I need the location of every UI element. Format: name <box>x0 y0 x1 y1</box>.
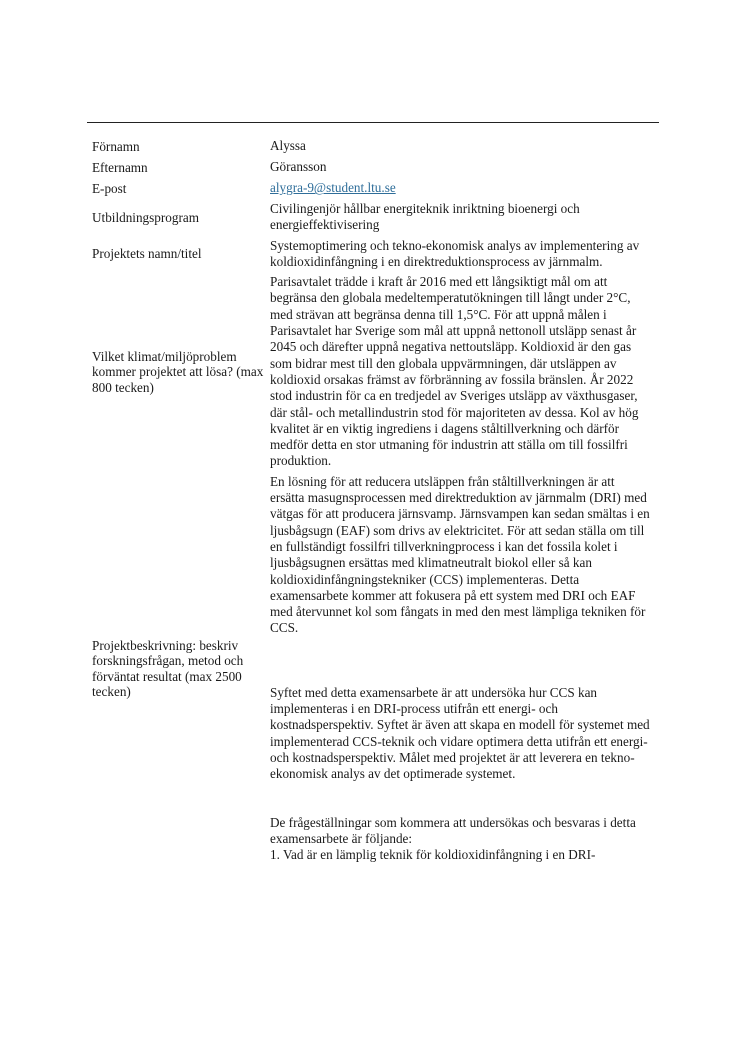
description-paragraph: Syftet med detta examensarbete är att undersöka hur CCS kan implementeras i en DRI-process utifrån ett energi- och kostnadsperspektiv. Syftet är även att skapa en modell för systemet med implementerad CCS-teknik och vidare optimera detta utifrån ett energi- och kostnadsperspektiv. Målet med projektet är att leverera en tekno-ekonomisk analys av det optimerade systemet. <box>270 684 650 782</box>
email-row <box>92 178 652 199</box>
climate-label: Vilket klimat/miljöproblem kommer projektet att lösa? (max 800 tecken) <box>92 348 264 395</box>
description-paragraph: En lösning för att reducera utsläppen från ståltillverkningen är att ersätta masugnsprocessen med direktreduktion av järnmalm (DRI) med vätgas för att producera järnsvamp. Järnsvampen kan sedan smältas i en ljusbågsugn (EAF) som drivs av elektricitet. För att sedan ställa om till en fullständigt fossilfri tillverkningprocess i kan det fossila kolet i ljusbågsugnen ersättas med klimatneutralt biokol eller så kan koldioxidinfångningstekniker (CCS) implementeras. Detta examensarbete kommer att fokusera på ett system med DRI och EAF med återvunnet kol som fångats in med den mest lämpliga tekniken för CCS. <box>270 473 650 636</box>
description-value <box>270 474 652 864</box>
top-rule <box>87 122 659 123</box>
climate-row <box>92 274 652 470</box>
last-name-value: Göransson <box>270 159 327 175</box>
project-value: Systemoptimering och tekno-ekonomisk analys av implementering av koldioxidinfångning i en direktreduktionsprocess av järnmalm. <box>270 237 640 269</box>
first-name-row <box>92 136 652 157</box>
first-name-label: Förnamn <box>92 138 140 154</box>
description-label: Projektbeskrivning: beskriv forskningsfrågan, metod och förväntat resultat (max 2500 tecken) <box>92 637 244 699</box>
project-row <box>92 238 652 271</box>
description-row <box>92 474 652 864</box>
first-name-value: Alyssa <box>270 138 306 154</box>
description-paragraph: De frågeställningar som kommera att undersökas och besvaras i detta examensarbete är följande: <box>270 814 636 846</box>
program-value: Civilingenjör hållbar energiteknik inriktning bioenergi och energieffektivisering <box>270 201 580 233</box>
email-link[interactable]: alygra-9@student.ltu.se <box>270 180 396 196</box>
email-label: E-post <box>92 180 127 196</box>
last-name-row <box>92 157 652 178</box>
project-label: Projektets namn/titel <box>92 246 202 262</box>
climate-value: Parisavtalet trädde i kraft år 2016 med ett långsiktigt mål om att begränsa den globala medeltemperatutökningen till långt under 2°C, med strävan att begränsa denna till 1,5°C. För att uppnå målen i Parisavtalet har Sverige som mål att uppnå nettonoll utsläpp senast år 2045 och därefter uppnå negativa nettoutsläpp. Koldioxid är den gas som bidrar mest till den globala uppvärmningen, där utsläppen av koldioxid orsakas främst av förbränning av fossila bränslen. År 2022 stod industrin för ca en tredjedel av Sveriges utsläpp av växthusgaser, där stål- och metallindustrin stod för majoriteten av dessa. Kol av hög kvalitet är en viktig ingrediens i dagens ståltillverkning och därför medför detta en stor utmaning för industrin att ställa om till fossilfri produktion. <box>270 274 639 469</box>
program-label: Utbildningsprogram <box>92 209 199 225</box>
description-list-item: 1. Vad är en lämplig teknik för koldioxidinfångning i en DRI- <box>270 847 596 863</box>
application-form <box>92 136 652 863</box>
program-row <box>92 201 652 234</box>
last-name-label: Efternamn <box>92 159 148 175</box>
